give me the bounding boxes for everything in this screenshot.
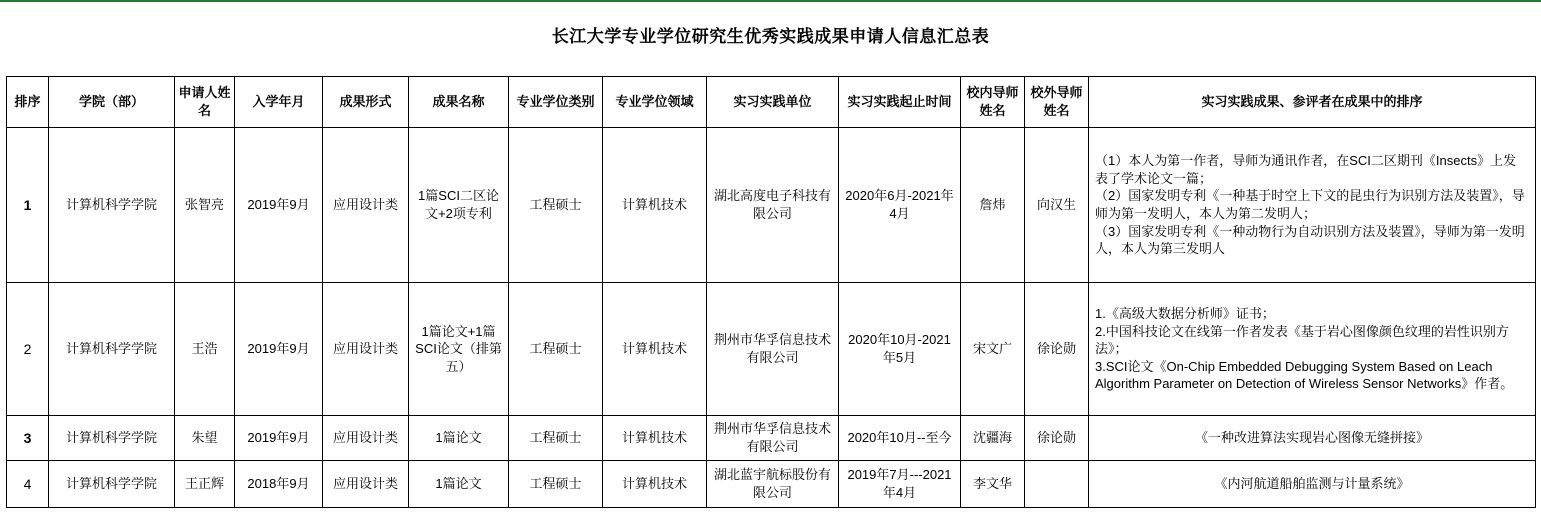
cell-outside-mentor: 向汉生 bbox=[1025, 128, 1089, 283]
cell-name: 1篇论文 bbox=[409, 461, 509, 508]
detail-line: 2.中国科技论文在线第一作者发表《基于岩心图像颜色纹理的岩性识别方法》； bbox=[1095, 323, 1509, 357]
cell-form: 应用设计类 bbox=[323, 283, 409, 416]
cell-degree-field: 计算机技术 bbox=[603, 416, 707, 461]
cell-index: 4 bbox=[7, 461, 49, 508]
page-title: 长江大学专业学位研究生优秀实践成果申请人信息汇总表 bbox=[551, 27, 990, 46]
detail-line: （1）本人为第一作者，导师为通讯作者，在SCI二区期刊《Insects》上发表了学术论文一篇； bbox=[1095, 153, 1517, 186]
cell-outside-mentor bbox=[1025, 461, 1089, 508]
cell-period: 2020年6月-2021年4月 bbox=[839, 128, 961, 283]
cell-index: 2 bbox=[7, 283, 49, 416]
cell-enroll: 2018年9月 bbox=[235, 461, 323, 508]
detail-line: （3）国家发明专利《一种动物行为自动识别方法及装置》，导师为第一发明人，本人为第三发明人 bbox=[1095, 223, 1525, 257]
table-header-row bbox=[7, 77, 1536, 128]
cell-outside-mentor: 徐论勋 bbox=[1025, 283, 1089, 416]
table-row bbox=[7, 461, 1536, 508]
table-row bbox=[7, 283, 1536, 416]
cell-college: 计算机科学学院 bbox=[49, 416, 175, 461]
col-header-index: 排序 bbox=[7, 77, 49, 128]
cell-degree-field: 计算机技术 bbox=[603, 461, 707, 508]
top-accent-rule bbox=[0, 0, 1541, 3]
cell-form: 应用设计类 bbox=[323, 461, 409, 508]
cell-college: 计算机科学学院 bbox=[49, 283, 175, 416]
cell-enroll: 2019年9月 bbox=[235, 128, 323, 283]
cell-period: 2020年10月--至今 bbox=[839, 416, 961, 461]
col-header-name: 成果名称 bbox=[409, 77, 509, 128]
cell-college: 计算机科学学院 bbox=[49, 461, 175, 508]
cell-unit: 荆州市华孚信息技术有限公司 bbox=[707, 416, 839, 461]
cell-index: 3 bbox=[7, 416, 49, 461]
cell-degree-field: 计算机技术 bbox=[603, 283, 707, 416]
table-row bbox=[7, 128, 1536, 283]
col-header-outside-mentor: 校外导师姓名 bbox=[1025, 77, 1089, 128]
col-header-unit: 实习实践单位 bbox=[707, 77, 839, 128]
applicant-summary-table bbox=[6, 76, 1536, 508]
cell-degree-category: 工程硕士 bbox=[509, 128, 603, 283]
cell-period: 2019年7月---2021年4月 bbox=[839, 461, 961, 508]
cell-inside-mentor: 沈疆海 bbox=[961, 416, 1025, 461]
col-header-inside-mentor: 校内导师姓名 bbox=[961, 77, 1025, 128]
cell-degree-field: 计算机技术 bbox=[603, 128, 707, 283]
cell-inside-mentor: 詹炜 bbox=[961, 128, 1025, 283]
cell-applicant: 王正辉 bbox=[175, 461, 235, 508]
cell-degree-category: 工程硕士 bbox=[509, 461, 603, 508]
cell-name: 1篇论文 bbox=[409, 416, 509, 461]
cell-unit: 湖北蓝宇航标股份有限公司 bbox=[707, 461, 839, 508]
detail-line: 3.SCI论文《On-Chip Embedded Debugging System Based on Leach Algorithm Parameter on Detection of Wireless Sensor Networks》作者。 bbox=[1095, 358, 1514, 392]
cell-degree-category: 工程硕士 bbox=[509, 283, 603, 416]
col-header-form: 成果形式 bbox=[323, 77, 409, 128]
cell-name: 1篇SCI二区论文+2项专利 bbox=[409, 128, 509, 283]
cell-unit: 湖北高度电子科技有限公司 bbox=[707, 128, 839, 283]
col-header-detail: 实习实践成果、参评者在成果中的排序 bbox=[1089, 77, 1536, 128]
col-header-applicant: 申请人姓名 bbox=[175, 77, 235, 128]
cell-form: 应用设计类 bbox=[323, 416, 409, 461]
cell-index: 1 bbox=[7, 128, 49, 283]
cell-applicant: 王浩 bbox=[175, 283, 235, 416]
cell-degree-category: 工程硕士 bbox=[509, 416, 603, 461]
cell-enroll: 2019年9月 bbox=[235, 416, 323, 461]
col-header-enroll: 入学年月 bbox=[235, 77, 323, 128]
table-row bbox=[7, 416, 1536, 461]
cell-applicant: 张智亮 bbox=[175, 128, 235, 283]
cell-college: 计算机科学学院 bbox=[49, 128, 175, 283]
col-header-degree-field: 专业学位领域 bbox=[603, 77, 707, 128]
cell-inside-mentor: 李文华 bbox=[961, 461, 1025, 508]
detail-line: 1.《高级大数据分析师》证书； bbox=[1095, 306, 1275, 322]
col-header-degree-category: 专业学位类别 bbox=[509, 77, 603, 128]
cell-detail: 《一种改进算法实现岩心图像无缝拼接》 bbox=[1089, 416, 1536, 461]
col-header-college: 学院（部） bbox=[49, 77, 175, 128]
col-header-period: 实习实践起止时间 bbox=[839, 77, 961, 128]
cell-applicant: 朱望 bbox=[175, 416, 235, 461]
cell-period: 2020年10月-2021年5月 bbox=[839, 283, 961, 416]
cell-detail bbox=[1089, 283, 1536, 416]
cell-enroll: 2019年9月 bbox=[235, 283, 323, 416]
detail-line: （2）国家发明专利《一种基于时空上下文的昆虫行为识别方法及装置》，导师为第一发明人，本人为第二发明人； bbox=[1095, 188, 1525, 221]
cell-detail bbox=[1089, 128, 1536, 283]
cell-detail: 《内河航道船舶监测与计量系统》 bbox=[1089, 461, 1536, 508]
cell-name: 1篇论文+1篇SCI论文（排第五） bbox=[409, 283, 509, 416]
cell-form: 应用设计类 bbox=[323, 128, 409, 283]
cell-outside-mentor: 徐论勋 bbox=[1025, 416, 1089, 461]
summary-table-container bbox=[6, 76, 1535, 508]
cell-unit: 荆州市华孚信息技术有限公司 bbox=[707, 283, 839, 416]
cell-inside-mentor: 宋文广 bbox=[961, 283, 1025, 416]
